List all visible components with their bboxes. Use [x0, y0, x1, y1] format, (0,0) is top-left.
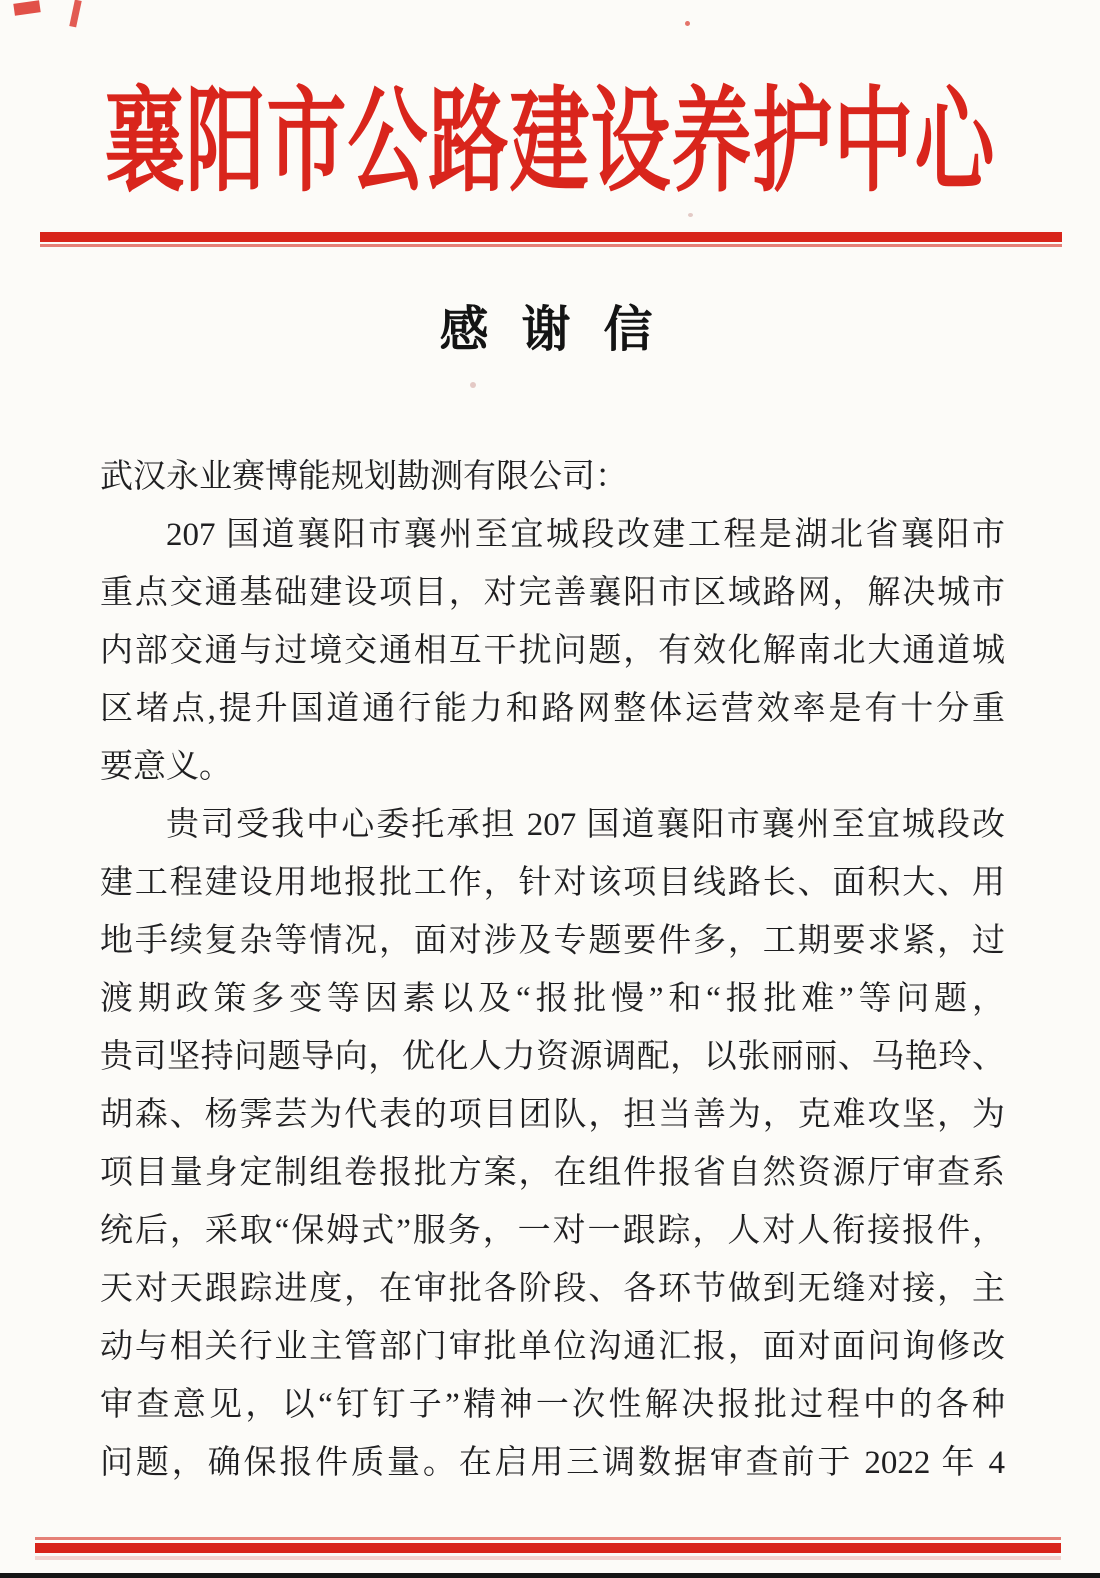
body-line: 重点交通基础建设项目，对完善襄阳市区域路网，解决城市 [100, 575, 1005, 611]
scan-artifact [470, 382, 476, 388]
letterhead-divider [40, 232, 1062, 247]
body-line: 贵司受我中心委托承担 207 国道襄阳市襄州至宜城段改 [166, 807, 1005, 843]
body-line: 内部交通与过境交通相互干扰问题，有效化解南北大通道城 [100, 633, 1005, 669]
divider-thick-line [35, 1543, 1061, 1553]
scan-artifact [685, 21, 690, 26]
body-line: 贵司坚持问题导向，优化人力资源调配，以张丽丽、马艳玲、 [100, 1039, 1005, 1075]
body-line: 统后，采取“保姆式”服务，一对一跟踪，人对人衔接报件， [100, 1213, 1005, 1249]
letter-body [100, 448, 1005, 1492]
body-line: 区堵点,提升国道通行能力和路网整体运营效率是有十分重 [100, 691, 1005, 727]
body-line: 项目量身定制组卷报批方案，在组件报省自然资源厅审查系 [100, 1155, 1005, 1191]
divider-thin-line [35, 1537, 1061, 1540]
letterhead-org-name: 襄阳市公路建设养护中心 [104, 74, 996, 208]
body-line: 建工程建设用地报批工作，针对该项目线路长、面积大、用 [100, 865, 1005, 901]
divider-echo-line [35, 1556, 1061, 1560]
scan-edge [0, 1573, 1100, 1578]
scan-artifact [13, 0, 40, 16]
divider-thin-line [40, 244, 1062, 247]
body-line: 207 国道襄阳市襄州至宜城段改建工程是湖北省襄阳市 [166, 517, 1005, 553]
body-line: 地手续复杂等情况，面对涉及专题要件多，工期要求紧，过 [100, 923, 1005, 959]
body-line: 渡期政策多变等因素以及“报批慢”和“报批难”等问题， [100, 981, 1005, 1017]
body-line: 天对天跟踪进度，在审批各阶段、各环节做到无缝对接，主 [100, 1271, 1005, 1307]
body-line: 动与相关行业主管部门审批单位沟通汇报，面对面问询修改 [100, 1329, 1005, 1365]
body-line: 审查意见，以“钉钉子”精神一次性解决报批过程中的各种 [100, 1387, 1005, 1423]
scan-artifact [688, 213, 693, 217]
footer-divider [35, 1537, 1061, 1560]
letter-title: 感 谢 信 [439, 301, 661, 358]
scan-artifact [69, 0, 81, 27]
body-line: 胡森、杨霁芸为代表的项目团队，担当善为，克难攻坚，为 [100, 1097, 1005, 1133]
body-line: 要意义。 [100, 749, 232, 785]
body-line: 问题，确保报件质量。在启用三调数据审查前于 2022 年 4 [100, 1445, 1005, 1481]
salutation: 武汉永业赛博能规划勘测有限公司： [100, 459, 628, 495]
divider-thick-line [40, 232, 1062, 242]
